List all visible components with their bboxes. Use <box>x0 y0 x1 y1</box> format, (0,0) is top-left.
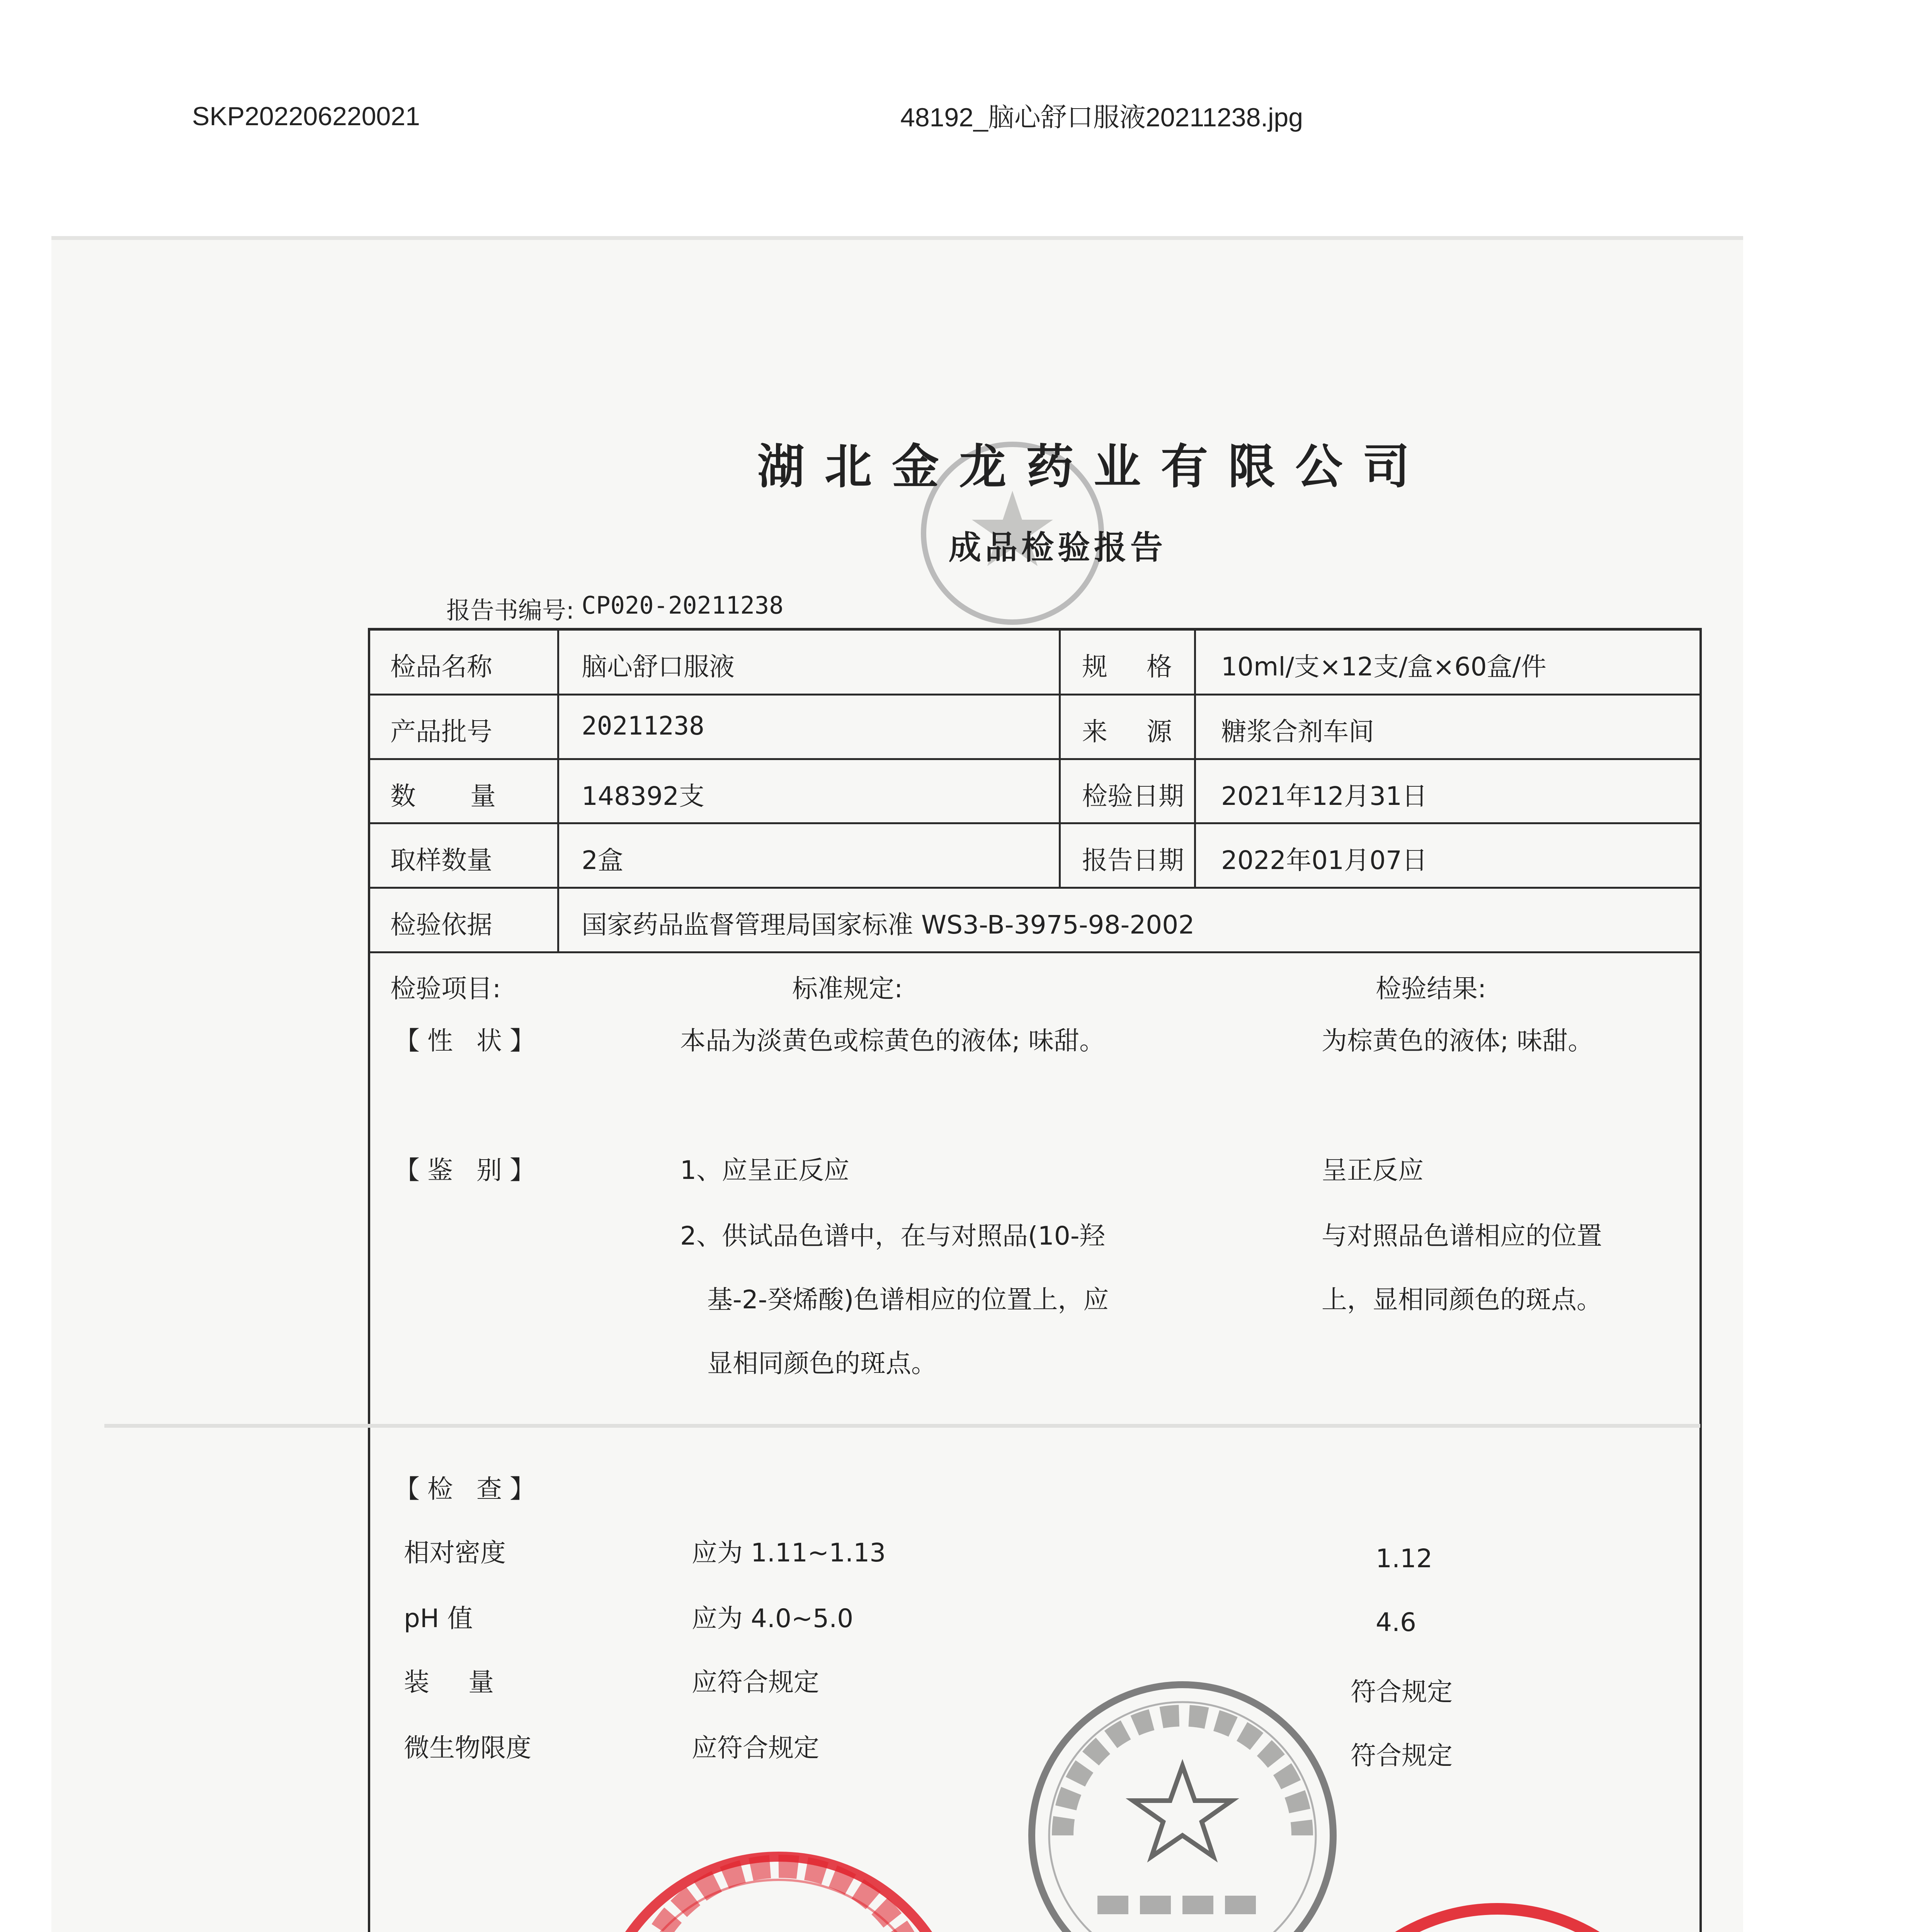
report-date-label: 报告日期 <box>1082 845 1184 875</box>
inspection-standard-ph: 应为 4.0~5.0 <box>692 1604 854 1633</box>
inspection-item-ph: pH 值 <box>404 1604 473 1633</box>
inspection-result-density: 1.12 <box>1376 1544 1432 1573</box>
identification-standard-2-line3: 显相同颜色的斑点。 <box>707 1349 937 1378</box>
source-label: 来 源 <box>1082 717 1187 747</box>
product-name: 脑心舒口服液 <box>582 652 735 682</box>
quality-management-department-seal-right <box>1293 1893 1702 1932</box>
identification-standard-1: 1、应呈正反应 <box>680 1155 849 1185</box>
inspection-item-fill: 装 量 <box>404 1667 509 1697</box>
quality-management-seal-left <box>583 1843 974 1932</box>
product-name-label: 检品名称 <box>390 652 492 682</box>
table-row-line-2 <box>368 758 1702 760</box>
quantity-value: 148392支 <box>582 781 704 811</box>
table-row-line-5 <box>368 951 1702 953</box>
inspection-label: 【检 查】 <box>394 1474 543 1504</box>
inspection-result-ph: 4.6 <box>1376 1607 1416 1637</box>
sample-label: 取样数量 <box>390 845 492 875</box>
spec-label: 规 格 <box>1082 652 1187 682</box>
source-value: 糖浆合剂车间 <box>1221 717 1374 747</box>
table-top-border <box>368 628 1702 631</box>
identification-standard-2-line1: 2、供试品色谱中，在与对照品(10-羟 <box>680 1221 1105 1251</box>
col-divider-3 <box>1194 628 1196 887</box>
inspection-standard-microbial: 应符合规定 <box>692 1733 819 1763</box>
col-result-heading: 检验结果: <box>1376 974 1487 1003</box>
basis-value: 国家药品监督管理局国家标准 WS3-B-3975-98-2002 <box>582 910 1195 940</box>
document-code: SKP202206220021 <box>192 102 420 131</box>
spec-value: 10ml/支×12支/盒×60盒/件 <box>1221 652 1546 682</box>
company-name: 湖北金龙药业有限公司 <box>757 439 1430 494</box>
col-divider-2 <box>1059 628 1061 887</box>
inspection-item-density: 相对密度 <box>404 1538 506 1568</box>
report-no-label: 报告书编号: <box>446 596 574 624</box>
table-left-border <box>368 628 370 1932</box>
identification-standard-2-line2: 基-2-癸烯酸)色谱相应的位置上，应 <box>707 1285 1109 1315</box>
identification-result-1: 呈正反应 <box>1322 1155 1424 1185</box>
test-date-value: 2021年12月31日 <box>1221 781 1427 811</box>
col-item-heading: 检验项目: <box>390 974 501 1003</box>
scan-top-edge <box>51 236 1743 240</box>
table-right-border <box>1699 628 1702 1932</box>
test-date-label: 检验日期 <box>1082 781 1184 811</box>
inspection-standard-density: 应为 1.11~1.13 <box>692 1538 886 1568</box>
inspection-result-microbial: 符合规定 <box>1351 1741 1453 1770</box>
file-name: 48192_脑心舒口服液20211238.jpg <box>900 103 1303 132</box>
report-date-value: 2022年01月07日 <box>1221 845 1427 875</box>
identification-label: 【鉴 别】 <box>394 1155 543 1185</box>
table-row-line-4 <box>368 887 1702 889</box>
scan-artifact-line <box>104 1424 1700 1428</box>
identification-result-2-line1: 与对照品色谱相应的位置 <box>1322 1221 1602 1251</box>
sample-value: 2盒 <box>582 845 623 875</box>
basis-label: 检验依据 <box>390 910 492 940</box>
table-row-line-1 <box>368 694 1702 696</box>
character-standard: 本品为淡黄色或棕黄色的液体; 味甜。 <box>680 1026 1105 1056</box>
character-label: 【性 状】 <box>394 1026 543 1056</box>
identification-result-2-line2: 上，显相同颜色的斑点。 <box>1322 1285 1602 1315</box>
inspection-standard-fill: 应符合规定 <box>692 1667 819 1697</box>
inspection-item-microbial: 微生物限度 <box>404 1733 531 1763</box>
character-result: 为棕黄色的液体; 味甜。 <box>1322 1026 1594 1056</box>
col-standard-heading: 标准规定: <box>792 974 903 1003</box>
col-divider-1 <box>557 628 559 952</box>
report-no: CP020-20211238 <box>582 591 784 619</box>
batch-value: 20211238 <box>582 711 704 741</box>
inspection-result-fill: 符合规定 <box>1351 1677 1453 1707</box>
quantity-label: 数 量 <box>390 781 519 811</box>
batch-label: 产品批号 <box>390 717 492 747</box>
table-row-line-3 <box>368 822 1702 824</box>
report-title: 成品检验报告 <box>949 528 1167 566</box>
